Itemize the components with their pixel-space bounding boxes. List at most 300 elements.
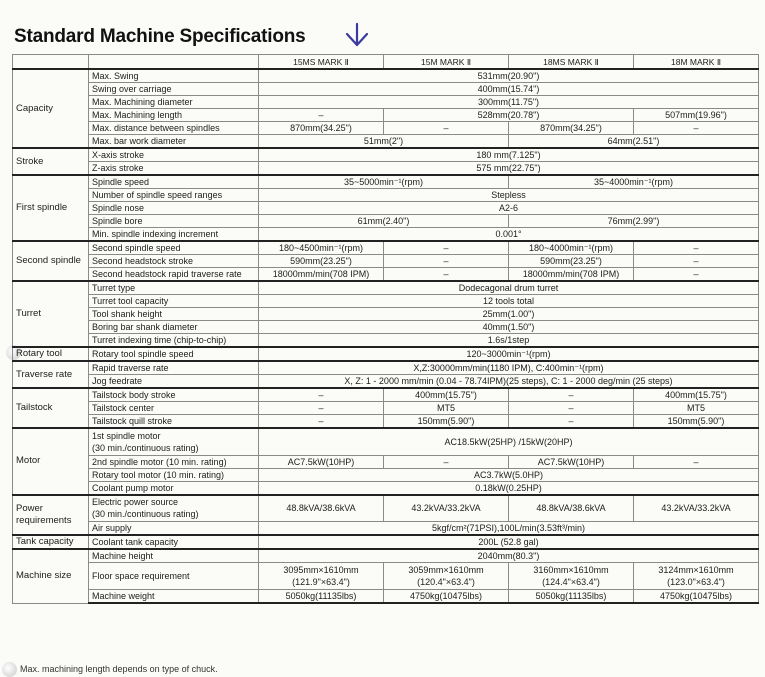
- spec-value: 300mm(11.75"): [477, 97, 540, 107]
- spec-item-label: Coolant pump motor: [92, 482, 174, 493]
- category-cell: [13, 535, 89, 549]
- spec-value: (121.9"×63.4"): [292, 577, 350, 587]
- spec-value-cell: [634, 590, 759, 604]
- spec-row: [13, 228, 759, 242]
- spec-value-cell: [259, 347, 759, 361]
- spec-item-cell: [89, 109, 259, 122]
- spec-value-cell: [509, 455, 634, 468]
- category-cell: [13, 428, 89, 495]
- spec-value-cell: [259, 481, 759, 495]
- spec-value-cell: [384, 415, 509, 429]
- spec-item-label: Max. Swing: [92, 71, 139, 81]
- spec-value-cell: [634, 563, 759, 590]
- spec-item-cell: [89, 321, 259, 334]
- spec-row: [13, 495, 759, 522]
- spec-row: [13, 522, 759, 536]
- spec-item-label: Boring bar shank diameter: [92, 322, 198, 332]
- category-cell: [13, 495, 89, 536]
- spec-item-label: Tailstock body stroke: [92, 390, 176, 400]
- spec-value-cell: [509, 268, 634, 282]
- spec-item-cell: [89, 495, 259, 522]
- spec-value-cell: [259, 202, 759, 215]
- category-label: Traverse rate: [16, 368, 73, 380]
- category-label: Motor: [16, 455, 41, 467]
- spec-value-cell: [259, 563, 384, 590]
- spec-item-label: Z-axis stroke: [92, 163, 144, 173]
- spec-value: 2040mm(80.3"): [477, 551, 540, 561]
- spec-value: 4750kg(10475lbs): [409, 591, 483, 601]
- spec-value-cell: [259, 549, 759, 563]
- spec-value: AC7.5kW(10HP): [537, 456, 605, 467]
- spec-item-cell: [89, 202, 259, 215]
- header-model-cell: 18M MARK Ⅱ: [634, 55, 759, 70]
- spec-value: Stepless: [491, 190, 526, 200]
- spec-value: X, Z: 1 - 2000 mm/min (0.04 - 78.74IPM)(25 steps), C: 1 - 2000 deg/min (25 steps): [344, 376, 673, 386]
- spec-value-cell: [259, 321, 759, 334]
- spec-item-label: Min. spindle indexing increment: [92, 229, 219, 239]
- spec-value-cell: [259, 109, 384, 122]
- spec-value-cell: [634, 402, 759, 415]
- spec-value: A2-6: [498, 203, 518, 213]
- spec-item-label: X-axis stroke: [92, 150, 145, 160]
- category-cell: [13, 549, 89, 603]
- spec-row: [13, 202, 759, 215]
- spec-item-label: Turret indexing time (chip-to-chip): [92, 335, 227, 345]
- spec-value: 400mm(15.74"): [477, 84, 540, 94]
- category-label: Rotary tool: [16, 348, 62, 359]
- category-cell: [13, 175, 89, 241]
- spec-row: [13, 295, 759, 308]
- category-label: Turret: [16, 308, 41, 319]
- spec-value: 531mm(20.90"): [477, 71, 540, 81]
- spec-value: (123.0"×63.4"): [667, 577, 725, 587]
- spec-value-cell: [259, 590, 384, 604]
- header-cell-blank: [13, 55, 89, 70]
- spec-value-cell: [259, 162, 759, 176]
- spec-row: [13, 281, 759, 295]
- spec-item-label: Turret tool capacity: [92, 296, 169, 306]
- category-cell: [13, 69, 89, 148]
- spec-value-cell: [259, 455, 384, 468]
- spec-value-cell: [384, 495, 509, 522]
- spec-item-label: Spindle nose: [92, 203, 145, 213]
- category-cell: [13, 241, 89, 281]
- spec-item-cell: [89, 228, 259, 242]
- spec-value-cell: [259, 495, 384, 522]
- spec-item-label: Rotary tool spindle speed: [92, 349, 194, 359]
- spec-item-cell: [89, 481, 259, 495]
- spec-value: MT5: [687, 403, 705, 413]
- spec-value: 150mm(5.90"): [667, 416, 725, 426]
- category-label: requirements: [16, 514, 72, 526]
- spec-row: [13, 69, 759, 83]
- spec-value-cell: [259, 135, 509, 149]
- page-title: Standard Machine Specifications: [14, 26, 306, 47]
- spec-row: [13, 215, 759, 228]
- spec-value: 180~4500min⁻¹(rpm): [278, 243, 364, 253]
- spec-value: 43.2kVA/33.2kVA: [411, 503, 481, 514]
- spec-row: [13, 321, 759, 334]
- spec-value: –: [568, 390, 574, 400]
- spec-value: –: [318, 110, 324, 120]
- spec-value: –: [443, 256, 449, 266]
- spec-value: 0.18kW(0.25HP): [475, 482, 542, 493]
- spec-value: 120~3000min⁻¹(rpm): [466, 349, 551, 359]
- spec-value-cell: [259, 375, 759, 389]
- spec-value: 61mm(2.40"): [357, 216, 410, 226]
- spec-item-cell: [89, 281, 259, 295]
- spec-value: 400mm(15.75"): [665, 390, 727, 400]
- spec-row: [13, 361, 759, 375]
- spec-item-label: 2nd spindle motor (10 min. rating): [92, 456, 227, 467]
- spec-value: X,Z:30000mm/min(1180 IPM), C:400min⁻¹(rpm): [413, 363, 604, 373]
- spec-item-cell: [89, 215, 259, 228]
- spec-item-cell: [89, 241, 259, 255]
- spec-value-cell: [634, 415, 759, 429]
- spec-item-cell: [89, 135, 259, 149]
- spec-value-cell: [509, 388, 634, 402]
- category-cell: [13, 347, 89, 361]
- spec-value-cell: [384, 122, 509, 135]
- spec-value-cell: [259, 69, 759, 83]
- spec-value: 25mm(1.00"): [482, 309, 535, 319]
- spec-row: [13, 241, 759, 255]
- spec-value: 51mm(2"): [363, 136, 404, 146]
- spec-value: 590mm(23.25"): [290, 256, 352, 266]
- spec-item-cell: [89, 563, 259, 590]
- spec-value-cell: [259, 255, 384, 268]
- spec-row: [13, 415, 759, 429]
- spec-item-cell: [89, 455, 259, 468]
- spec-value: 35~4000min⁻¹(rpm): [593, 177, 674, 187]
- spec-value: 5050kg(11135lbs): [535, 591, 607, 601]
- spec-value: –: [443, 123, 449, 133]
- spec-value: (120.4"×63.4"): [417, 577, 475, 587]
- spec-value: –: [693, 243, 699, 253]
- spec-value-cell: [259, 268, 384, 282]
- header-cell-blank: [89, 55, 259, 70]
- spec-value-cell: [259, 522, 759, 536]
- header-row: [13, 55, 759, 70]
- spec-value-cell: [384, 268, 509, 282]
- spec-row: [13, 428, 759, 455]
- spec-value-cell: [634, 241, 759, 255]
- spec-value-cell: [509, 215, 759, 228]
- spec-value: –: [318, 403, 324, 413]
- arrow-down-icon: [342, 22, 372, 48]
- spec-value-cell: [259, 83, 759, 96]
- spec-value: –: [443, 243, 449, 253]
- spec-item-cell: [89, 122, 259, 135]
- spec-value: 180~4000min⁻¹(rpm): [528, 243, 614, 253]
- spec-value: 3124mm×1610mm: [658, 565, 734, 575]
- spec-value: 76mm(2.99"): [607, 216, 660, 226]
- spec-value-cell: [259, 388, 384, 402]
- spec-row: [13, 308, 759, 321]
- category-label: Power: [16, 502, 43, 514]
- spec-value: 48.8kVA/38.6kVA: [286, 503, 356, 514]
- spec-item-cell: [89, 402, 259, 415]
- spec-item-label: Max. bar work diameter: [92, 136, 187, 146]
- spec-item-cell: [89, 549, 259, 563]
- spec-value-cell: [259, 308, 759, 321]
- spec-row: [13, 402, 759, 415]
- spec-value: 18000mm/min(708 IPM): [272, 269, 370, 279]
- spec-value: 48.8kVA/38.6kVA: [536, 503, 606, 514]
- spec-row: [13, 122, 759, 135]
- spec-value: 0.001°: [495, 229, 522, 239]
- spec-value: 180 mm(7.125"): [476, 150, 541, 160]
- spec-item-label: Air supply: [92, 523, 132, 533]
- spec-value-cell: [259, 295, 759, 308]
- spec-item-label: Second headstock rapid traverse rate: [92, 269, 242, 279]
- spec-row: [13, 255, 759, 268]
- spec-value: 3059mm×1610mm: [408, 565, 484, 575]
- spec-value: 12 tools total: [482, 296, 535, 306]
- spec-item-cell: [89, 388, 259, 402]
- footnote: Max. machining length depends on type of chuck.: [20, 664, 218, 674]
- spec-row: [13, 189, 759, 202]
- spec-item-cell: [89, 255, 259, 268]
- spec-value: 18000mm/min(708 IPM): [522, 269, 620, 279]
- spec-value: 5kgf/cm²(71PSI),100L/min(3.53ft³/min): [431, 523, 586, 533]
- spec-item-cell: [89, 189, 259, 202]
- spec-value: –: [318, 390, 324, 400]
- spec-value-cell: [634, 495, 759, 522]
- category-label: Tank capacity: [16, 536, 74, 547]
- spec-item-cell: [89, 415, 259, 429]
- spec-item-label: Max. Machining length: [92, 110, 183, 120]
- spec-value: 590mm(23.25"): [540, 256, 602, 266]
- spec-item-cell: [89, 361, 259, 375]
- spec-item-cell: [89, 148, 259, 162]
- spec-value-cell: [509, 563, 634, 590]
- spec-value: 870mm(34.25"): [290, 123, 352, 133]
- category-cell: [13, 281, 89, 347]
- spec-value: Dodecagonal drum turret: [458, 283, 559, 293]
- spec-value: 35~5000min⁻¹(rpm): [343, 177, 424, 187]
- spec-value-cell: [509, 135, 759, 149]
- category-label: Tailstock: [16, 402, 53, 413]
- spec-item-label: Tailstock center: [92, 403, 155, 413]
- spec-value-cell: [259, 241, 384, 255]
- spec-item-label: Coolant tank capacity: [92, 537, 179, 547]
- category-label: Second spindle: [16, 255, 81, 266]
- spec-value: 1.6s/1step: [487, 335, 530, 345]
- header-model-cell: 15MS MARK Ⅱ: [259, 55, 384, 70]
- spec-value-cell: [259, 228, 759, 242]
- spec-value: –: [318, 416, 324, 426]
- spec-value: 507mm(19.96"): [665, 110, 727, 120]
- spec-value-cell: [509, 495, 634, 522]
- spec-value-cell: [259, 402, 384, 415]
- spec-value-cell: [384, 590, 509, 604]
- spec-value-cell: [509, 590, 634, 604]
- spec-value-cell: [259, 96, 759, 109]
- spec-row: [13, 175, 759, 189]
- spec-value: –: [443, 456, 449, 467]
- spec-item-label: Floor space requirement: [92, 571, 190, 581]
- spec-value-cell: [259, 122, 384, 135]
- spec-row: [13, 83, 759, 96]
- spec-value-cell: [259, 468, 759, 481]
- spec-value: –: [693, 256, 699, 266]
- spec-row: [13, 347, 759, 361]
- spec-row: [13, 455, 759, 468]
- spec-value: 575 mm(22.75"): [476, 163, 541, 173]
- spec-row: [13, 375, 759, 389]
- spec-item-cell: [89, 522, 259, 536]
- spec-item-label: Second spindle speed: [92, 243, 181, 253]
- spec-item-label: (30 min./continuous rating): [92, 442, 199, 453]
- spec-value: 3095mm×1610mm: [283, 565, 359, 575]
- category-cell: [13, 388, 89, 428]
- spec-value-cell: [259, 428, 759, 455]
- spec-value-cell: [509, 255, 634, 268]
- spec-item-cell: [89, 375, 259, 389]
- spec-value: 64mm(2.51"): [607, 136, 660, 146]
- spec-row: [13, 135, 759, 149]
- spec-item-label: Second headstock stroke: [92, 256, 194, 266]
- spec-value: AC7.5kW(10HP): [287, 456, 355, 467]
- spec-item-label: Rapid traverse rate: [92, 363, 169, 373]
- spec-value-cell: [259, 334, 759, 348]
- spec-value: –: [693, 123, 699, 133]
- category-label: First spindle: [16, 202, 68, 213]
- spec-value-cell: [259, 535, 759, 549]
- spec-row: [13, 334, 759, 348]
- spec-row: [13, 535, 759, 549]
- spec-item-label: Machine height: [92, 551, 154, 561]
- spec-item-label: Spindle speed: [92, 177, 150, 187]
- spec-value: 400mm(15.75"): [415, 390, 477, 400]
- spec-value: 3160mm×1610mm: [533, 565, 609, 575]
- spec-value: –: [693, 269, 699, 279]
- spec-value: 150mm(5.90"): [417, 416, 475, 426]
- spec-value-cell: [634, 109, 759, 122]
- spec-row: [13, 148, 759, 162]
- spec-value-cell: [259, 189, 759, 202]
- spec-value-cell: [259, 281, 759, 295]
- spec-value: MT5: [437, 403, 455, 413]
- spec-value-cell: [259, 215, 509, 228]
- spec-item-label: (30 min./continuous rating): [92, 509, 199, 520]
- spec-item-label: Rotary tool motor (10 min. rating): [92, 469, 225, 480]
- header-model-cell: 18MS MARK Ⅱ: [509, 55, 634, 70]
- spec-value-cell: [384, 241, 509, 255]
- spec-item-label: Spindle bore: [92, 216, 143, 226]
- spec-value: 40mm(1.50"): [482, 322, 535, 332]
- spec-value-cell: [384, 388, 509, 402]
- spec-value-cell: [259, 148, 759, 162]
- spec-value: 870mm(34.25"): [540, 123, 602, 133]
- spec-item-label: Jog feedrate: [92, 376, 143, 386]
- spec-item-cell: [89, 334, 259, 348]
- spec-value-cell: [509, 122, 634, 135]
- spec-value-cell: [509, 175, 759, 189]
- spec-table: [12, 54, 759, 604]
- spec-value: 200L (52.8 gal): [478, 537, 539, 547]
- spec-value-cell: [384, 563, 509, 590]
- spec-item-label: Tool shank height: [92, 309, 163, 319]
- spec-value-cell: [634, 388, 759, 402]
- spec-item-cell: [89, 69, 259, 83]
- spec-row: [13, 590, 759, 604]
- spec-row: [13, 549, 759, 563]
- spec-item-label: Turret type: [92, 283, 136, 293]
- spec-item-cell: [89, 535, 259, 549]
- spec-row: [13, 468, 759, 481]
- spec-item-cell: [89, 295, 259, 308]
- spec-value-cell: [384, 255, 509, 268]
- spec-row: [13, 388, 759, 402]
- spec-item-cell: [89, 162, 259, 176]
- spec-value-cell: [509, 402, 634, 415]
- spec-item-cell: [89, 468, 259, 481]
- spec-value: 528mm(20.78"): [477, 110, 540, 120]
- spec-value-cell: [259, 415, 384, 429]
- spec-value-cell: [259, 361, 759, 375]
- header-model-cell: 15M MARK Ⅱ: [384, 55, 509, 70]
- category-label: Machine size: [16, 570, 72, 582]
- spec-row: [13, 481, 759, 495]
- spec-value: 43.2kVA/33.2kVA: [661, 503, 731, 514]
- spec-item-label: Swing over carriage: [92, 84, 172, 94]
- spec-row: [13, 96, 759, 109]
- spec-value-cell: [384, 455, 509, 468]
- spec-item-cell: [89, 590, 259, 604]
- spec-value: –: [693, 456, 699, 467]
- spec-row: [13, 268, 759, 282]
- spec-value: AC18.5kW(25HP) /15kW(20HP): [444, 436, 573, 447]
- spec-value-cell: [384, 402, 509, 415]
- category-cell: [13, 361, 89, 388]
- spec-value: –: [443, 269, 449, 279]
- spec-value-cell: [634, 455, 759, 468]
- spec-item-cell: [89, 308, 259, 321]
- spec-item-cell: [89, 175, 259, 189]
- spec-item-label: Number of spindle speed ranges: [92, 190, 223, 200]
- spec-row: [13, 109, 759, 122]
- spec-value: (124.4"×63.4"): [542, 577, 600, 587]
- spec-item-cell: [89, 428, 259, 455]
- spec-value-cell: [259, 175, 509, 189]
- spec-item-label: 1st spindle motor: [92, 430, 161, 441]
- spec-item-label: Max. distance between spindles: [92, 123, 220, 133]
- spec-value: 4750kg(10475lbs): [659, 591, 733, 601]
- category-label: Capacity: [16, 102, 53, 114]
- spec-value: –: [568, 403, 574, 413]
- spec-value: –: [568, 416, 574, 426]
- spec-value-cell: [384, 109, 634, 122]
- spec-value: AC3.7kW(5.0HP): [473, 469, 544, 480]
- spec-row: [13, 162, 759, 176]
- spec-value-cell: [509, 241, 634, 255]
- spec-item-label: Max. Machining diameter: [92, 97, 193, 107]
- spec-value-cell: [634, 255, 759, 268]
- spec-item-label: Electric power source: [92, 497, 179, 508]
- spec-item-label: Machine weight: [92, 591, 155, 601]
- spec-item-cell: [89, 83, 259, 96]
- category-label: Stroke: [16, 155, 44, 167]
- spec-item-cell: [89, 347, 259, 361]
- spec-value-cell: [634, 268, 759, 282]
- spec-value: 5050kg(11135lbs): [285, 591, 357, 601]
- category-cell: [13, 148, 89, 175]
- spec-item-cell: [89, 268, 259, 282]
- spec-row: [13, 563, 759, 590]
- spec-value-cell: [509, 415, 634, 429]
